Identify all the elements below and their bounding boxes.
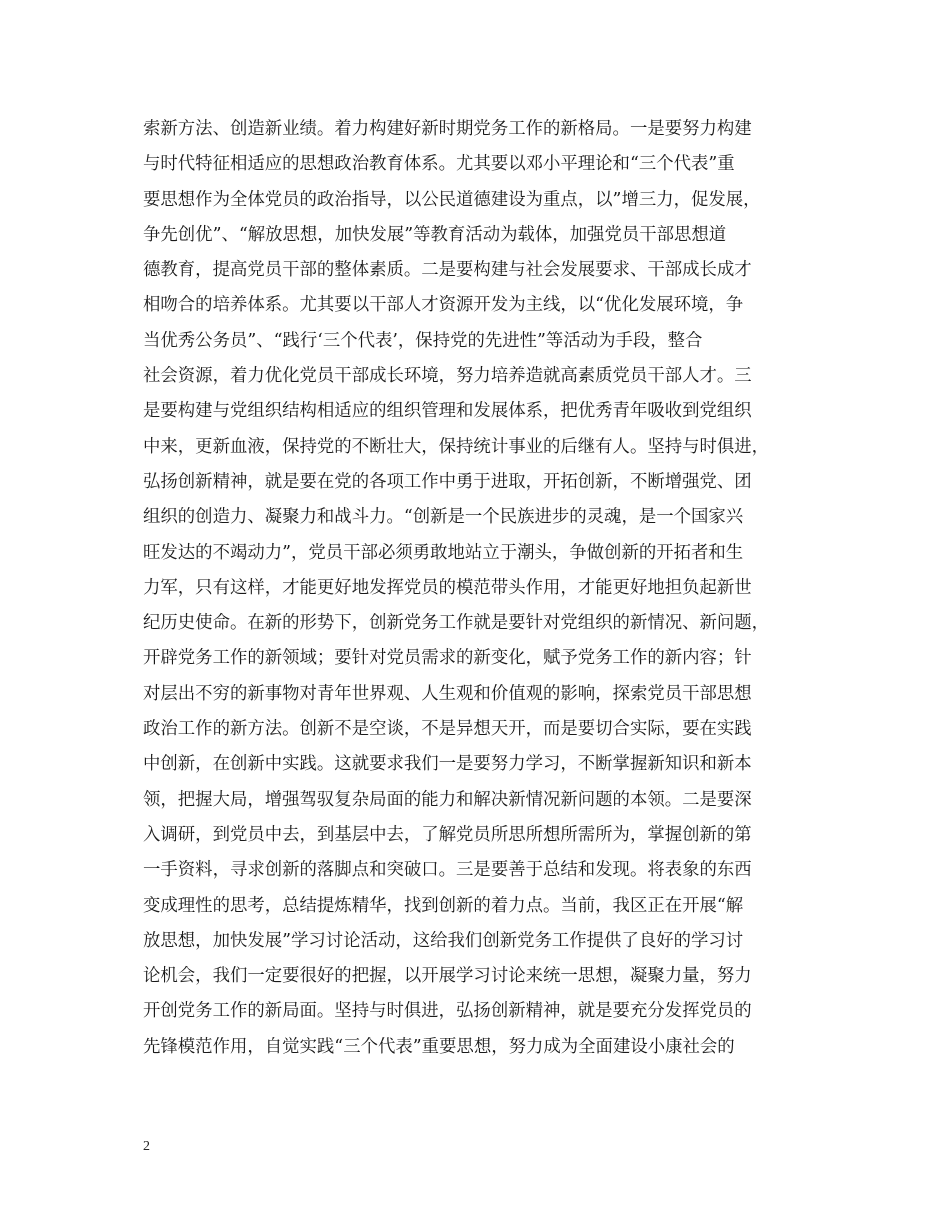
text-line: 开辟党务工作的新领域；要针对党员需求的新变化，赋予党务工作的新内容；针	[143, 648, 752, 669]
text-line: 纪历史使命。在新的形势下，创新党务工作就是要针对党组织的新情况、新问题，	[143, 613, 770, 634]
text-line: 与时代特征相适应的思想政治教育体系。尤其要以邓小平理论和“三个代表”重	[143, 154, 735, 175]
text-line: 争先创优”、“解放思想，加快发展”等教育活动为载体，加强党员干部思想道	[143, 224, 727, 245]
text-line: 先锋模范作用，自觉实践“三个代表”重要思想，努力成为全面建设小康社会的	[143, 1036, 735, 1057]
text-line: 对层出不穷的新事物对青年世界观、人生观和价值观的影响，探索党员干部思想	[143, 683, 752, 704]
text-line: 入调研，到党员中去，到基层中去，了解党员所思所想所需所为，掌握创新的第	[143, 824, 752, 845]
text-line: 中创新，在创新中实践。这就要求我们一是要努力学习，不断掌握新知识和新本	[143, 754, 752, 775]
text-line: 相吻合的培养体系。尤其要以干部人才资源开发为主线，以“优化发展环境，争	[143, 295, 744, 316]
page-number: 2	[143, 1139, 150, 1154]
text-line: 索新方法、创造新业绩。着力构建好新时期党务工作的新格局。一是要努力构建	[143, 119, 752, 139]
text-line: 弘扬创新精神，就是要在党的各项工作中勇于进取，开拓创新，不断增强党、团	[143, 471, 752, 492]
text-line: 当优秀公务员”、“践行‘三个代表’，保持党的先进性”等活动为手段，整合	[143, 330, 703, 351]
text-line: 旺发达的不竭动力”，党员干部必须勇敢地站立于潮头，争做创新的开拓者和生	[143, 542, 744, 563]
text-line: 是要构建与党组织结构相适应的组织管理和发展体系，把优秀青年吸收到党组织	[143, 401, 752, 422]
text-line: 社会资源，着力优化党员干部成长环境，努力培养造就高素质党员干部人才。三	[143, 366, 752, 387]
text-line: 德教育，提高党员干部的整体素质。二是要构建与社会发展要求、干部成长成才	[143, 260, 752, 281]
text-line: 开创党务工作的新局面。坚持与时俱进，弘扬创新精神，就是要充分发挥党员的	[143, 1001, 752, 1022]
text-line: 领，把握大局，增强驾驭复杂局面的能力和解决新情况新问题的本领。二是要深	[143, 789, 752, 810]
text-line: 变成理性的思考，总结提炼精华，找到创新的着力点。当前，我区正在开展“解	[143, 895, 744, 916]
text-line: 放思想，加快发展”学习讨论活动，这给我们创新党务工作提供了良好的学习讨	[143, 930, 744, 951]
text-line: 论机会，我们一定要很好的把握，以开展学习讨论来统一思想，凝聚力量，努力	[143, 966, 752, 987]
text-line: 政治工作的新方法。创新不是空谈，不是异想天开，而是要切合实际，要在实践	[143, 719, 752, 740]
body-text	[143, 112, 833, 1065]
text-line: 中来，更新血液，保持党的不断壮大，保持统计事业的后继有人。坚持与时俱进，	[143, 436, 770, 457]
text-line: 组织的创造力、凝聚力和战斗力。“创新是一个民族进步的灵魂，是一个国家兴	[143, 507, 744, 528]
text-line: 要思想作为全体党员的政治指导，以公民道德建设为重点，以”增三力，促发展，	[143, 189, 761, 210]
text-line: 力军，只有这样，才能更好地发挥党员的模范带头作用，才能更好地担负起新世	[143, 577, 752, 598]
text-line: 一手资料，寻求创新的落脚点和突破口。三是要善于总结和发现。将表象的东西	[143, 860, 752, 881]
